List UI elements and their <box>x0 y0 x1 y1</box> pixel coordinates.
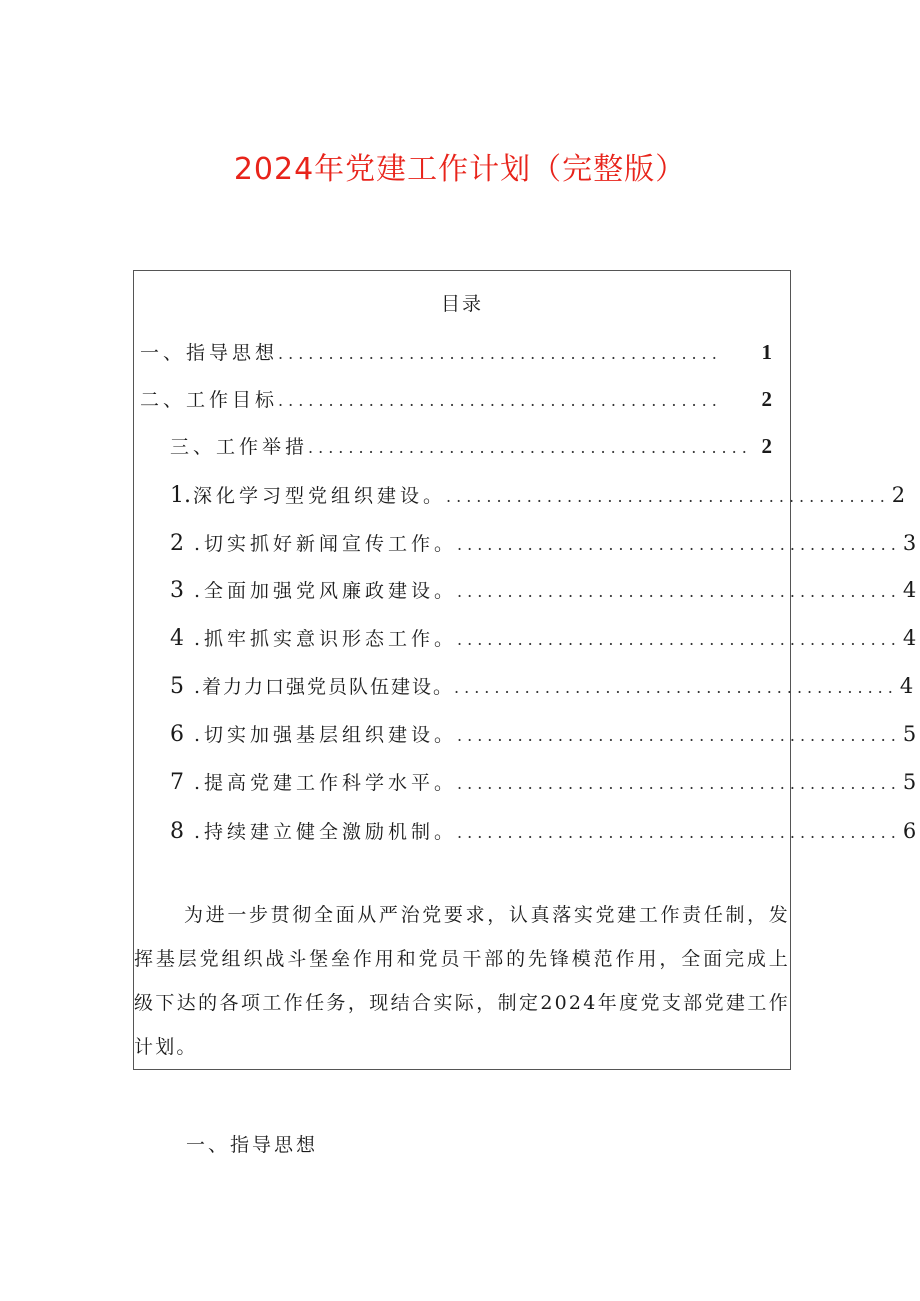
toc-entry[interactable] <box>170 719 917 749</box>
toc-heading: 目录 <box>440 293 483 315</box>
toc-leader-dots: ............................................ <box>457 726 901 745</box>
toc-page-number: 3 <box>902 531 917 555</box>
toc-entry-label: .切实抓好新闻宣传工作。 <box>194 533 458 555</box>
toc-leader-dots: ............................................ <box>278 344 722 363</box>
toc-entry[interactable] <box>170 816 917 846</box>
toc-page-number: 4 <box>902 626 917 650</box>
toc-entry[interactable] <box>170 480 906 510</box>
toc-entry-label: .持续建立健全激励机制。 <box>194 821 458 843</box>
toc-page-number: 4 <box>899 674 914 698</box>
toc-entry-label: .抓牢抓实意识形态工作。 <box>194 628 458 650</box>
toc-entry-label: .提高党建工作科学水平。 <box>194 772 458 794</box>
toc-page-number: 4 <box>902 578 917 602</box>
toc-entry-label: .着力力口强党员队伍建设。 <box>194 676 455 698</box>
toc-entry-number: 6 <box>170 722 184 747</box>
toc-entry-number: 5 <box>170 674 184 699</box>
toc-entry[interactable] <box>170 431 772 461</box>
toc-entry-number: 7 <box>170 770 184 795</box>
toc-entry[interactable] <box>170 623 917 653</box>
toc-entry[interactable] <box>170 671 914 701</box>
toc-entry-label: 一、指导思想 <box>140 342 279 364</box>
table-of-contents <box>133 270 917 1070</box>
toc-page-number: 2 <box>891 483 906 507</box>
toc-leader-dots: ............................................ <box>457 535 901 554</box>
section-heading-guiding-ideology: 一、指导思想 <box>186 1134 319 1156</box>
document-title: 2024年党建工作计划（完整版） <box>233 152 687 187</box>
toc-leader-dots: ............................................ <box>308 438 752 457</box>
toc-entry[interactable] <box>170 767 917 797</box>
toc-entry-number: 1. <box>170 483 191 508</box>
toc-page-number: 2 <box>761 387 772 411</box>
toc-entry-number: 4 <box>170 626 184 651</box>
toc-entry-label: 三、工作举措 <box>170 436 309 458</box>
toc-entry[interactable] <box>140 337 772 367</box>
toc-entry-label: 深化学习型党组织建设。 <box>193 485 447 507</box>
toc-leader-dots: ............................................ <box>457 823 901 842</box>
toc-leader-dots: ............................................ <box>457 630 901 649</box>
toc-entry[interactable] <box>140 384 772 414</box>
toc-entry-label: .全面加强党风廉政建设。 <box>194 580 458 602</box>
toc-entry-number: 8 <box>170 819 184 844</box>
toc-entry-label: .切实加强基层组织建设。 <box>194 724 458 746</box>
toc-entry-number: 2 <box>170 531 184 556</box>
toc-entry[interactable] <box>170 575 917 605</box>
toc-page-number: 2 <box>761 434 772 458</box>
toc-entry-label: 二、工作目标 <box>140 389 279 411</box>
toc-page-number: 6 <box>902 819 917 843</box>
toc-page-number: 5 <box>902 770 917 794</box>
toc-leader-dots: ............................................ <box>457 582 901 601</box>
toc-page-number: 5 <box>902 722 917 746</box>
toc-leader-dots: ............................................ <box>457 774 901 793</box>
toc-page-number: 1 <box>761 340 772 364</box>
toc-leader-dots: ............................................ <box>278 391 722 410</box>
toc-entry-number: 3 <box>170 578 184 603</box>
toc-entry[interactable] <box>170 528 917 558</box>
intro-paragraph: 为进一步贯彻全面从严治党要求，认真落实党建工作责任制，发挥基层党组织战斗堡垒作用和党员干部的先锋模范作用，全面完成上级下达的各项工作任务，现结合实际，制定2024年度党支部党建工作计划。 <box>134 904 790 1058</box>
toc-leader-dots: ............................................ <box>454 678 898 697</box>
toc-leader-dots: ............................................ <box>446 487 890 506</box>
